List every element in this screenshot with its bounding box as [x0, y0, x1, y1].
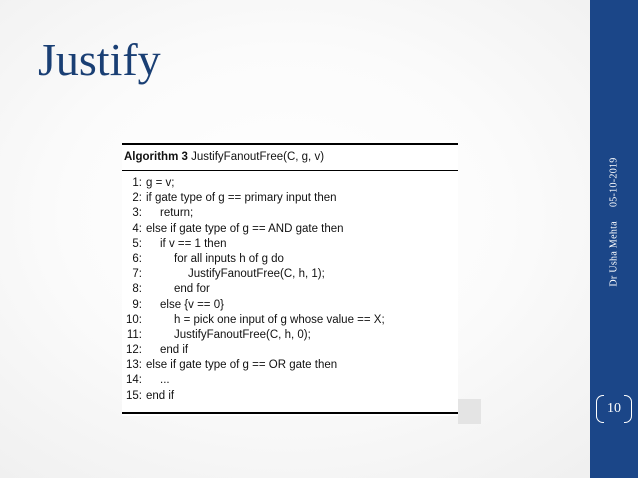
algorithm-line	[122, 206, 458, 221]
line-number: 12:	[126, 344, 142, 357]
line-number: 4:	[132, 222, 142, 235]
algorithm-name: JustifyFanoutFree(C, g, v)	[191, 151, 325, 163]
algorithm-line	[122, 191, 458, 206]
line-number: 10:	[126, 313, 142, 326]
algorithm-lines	[122, 176, 458, 404]
line-code: end if	[160, 344, 189, 357]
line-number: 1:	[132, 177, 142, 189]
line-code: end for	[174, 283, 210, 296]
figure-shadow	[458, 399, 481, 424]
line-code: if v == 1 then	[160, 237, 227, 250]
page-number-badge	[594, 393, 634, 425]
algorithm-line	[122, 267, 458, 282]
algorithm-figure	[122, 140, 458, 416]
algorithm-line	[122, 282, 458, 297]
bottom-rule	[122, 412, 458, 414]
line-number: 15:	[126, 389, 142, 402]
line-number: 2:	[132, 192, 142, 205]
line-code: JustifyFanoutFree(C, h, 0);	[174, 328, 311, 341]
page-number: 10	[607, 401, 621, 416]
top-rule	[122, 143, 458, 145]
line-number: 11:	[126, 328, 142, 341]
sidebar-footer	[609, 157, 620, 286]
line-code: h = pick one input of g whose value == X;	[174, 313, 385, 326]
line-number: 3:	[132, 207, 142, 220]
slide-title: Justify	[38, 34, 161, 85]
line-number: 5:	[132, 237, 142, 250]
algorithm-line	[122, 343, 458, 358]
algorithm-line	[122, 252, 458, 267]
algorithm-line	[122, 328, 458, 343]
algorithm-line	[122, 222, 458, 237]
line-code: else if gate type of g == OR gate then	[146, 359, 338, 372]
algorithm-line	[122, 373, 458, 388]
line-number: 6:	[132, 252, 142, 265]
line-code: for all inputs h of g do	[174, 252, 284, 265]
line-code: JustifyFanoutFree(C, h, 1);	[188, 268, 325, 281]
line-code: else {v == 0}	[160, 298, 224, 311]
slide-date: 05-10-2019	[608, 157, 620, 208]
header-rule	[122, 170, 458, 171]
line-code: ...	[160, 374, 170, 387]
algorithm-line	[122, 313, 458, 328]
algorithm-line	[122, 237, 458, 252]
line-code: return;	[160, 207, 194, 220]
algorithm-line	[122, 298, 458, 313]
algorithm-line	[122, 389, 458, 404]
line-number: 8:	[132, 283, 142, 296]
algorithm-line	[122, 176, 458, 191]
line-number: 14:	[126, 374, 142, 387]
line-number: 9:	[132, 298, 142, 311]
algorithm-label: Algorithm 3	[124, 151, 188, 163]
algorithm-header	[124, 150, 324, 164]
line-code: if gate type of g == primary input then	[146, 192, 337, 205]
algorithm-line	[122, 358, 458, 373]
line-number: 7:	[132, 268, 142, 281]
author-name: Dr Usha Mehta	[608, 221, 620, 287]
line-number: 13:	[126, 359, 142, 372]
line-code: g = v;	[146, 177, 175, 189]
line-code: else if gate type of g == AND gate then	[146, 222, 344, 235]
line-code: end if	[146, 389, 175, 402]
